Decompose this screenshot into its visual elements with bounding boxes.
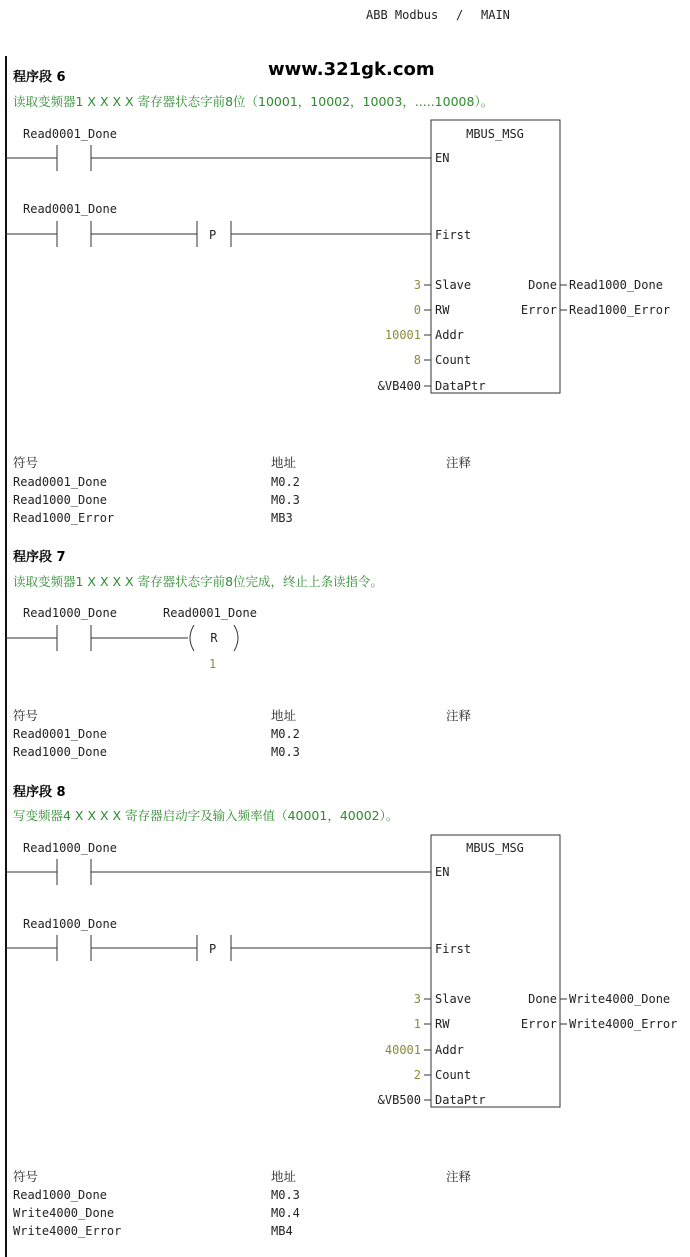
- n6-th-note: 注释: [446, 455, 472, 470]
- n6-pin-error: Error: [520, 303, 557, 317]
- n8-pin-done: Done: [528, 992, 557, 1006]
- n8-param-rows: [378, 992, 486, 1107]
- n6-th-symbol: 符号: [13, 455, 39, 470]
- n6-out-error: Read1000_Error: [569, 303, 671, 317]
- n7-coil-var: Read0001_Done: [163, 606, 257, 620]
- header-pou: MAIN: [481, 8, 510, 22]
- n8-th-note: 注释: [446, 1169, 472, 1184]
- table-cell: Read0001_Done: [13, 727, 107, 741]
- table-cell: MB3: [271, 511, 293, 525]
- n8-block-name: MBUS_MSG: [466, 841, 524, 855]
- n6-val-slave: 3: [413, 278, 421, 292]
- network-7-title: 程序段 7: [13, 550, 66, 565]
- n7-coil-label: R: [210, 631, 218, 645]
- n7-coil-count: 1: [209, 657, 217, 671]
- network-8-title: 程序段 8: [13, 785, 66, 800]
- n8-val-count: 2: [413, 1068, 421, 1082]
- n6-symbol-table: [13, 455, 472, 525]
- n8-val-slave: 3: [413, 992, 421, 1006]
- header-app: ABB Modbus: [366, 8, 439, 22]
- n6-pin-dataptr: DataPtr: [435, 379, 486, 393]
- n8-pin-error: Error: [520, 1017, 557, 1031]
- watermark: www.321gk.com: [268, 59, 435, 80]
- n8-symbol-table: [13, 1169, 472, 1238]
- table-cell: Read1000_Done: [13, 493, 107, 507]
- n8-pin-dataptr: DataPtr: [435, 1093, 486, 1107]
- n7-symbol-table: [13, 708, 472, 759]
- n6-pin-done: Done: [528, 278, 557, 292]
- n6-param-rows: [378, 278, 486, 393]
- n6-val-addr: 10001: [384, 328, 421, 342]
- n6-p-edge-label: P: [209, 228, 217, 242]
- n6-block-name: MBUS_MSG: [466, 127, 524, 141]
- n8-val-rw: 1: [413, 1017, 421, 1031]
- n6-pin-addr: Addr: [435, 328, 464, 342]
- n6-th-address: 地址: [271, 455, 297, 470]
- n8-pin-addr: Addr: [435, 1043, 464, 1057]
- table-cell: Read0001_Done: [13, 475, 107, 489]
- n6-val-dataptr: &VB400: [377, 379, 421, 393]
- n7-th-note: 注释: [446, 708, 472, 723]
- n8-pin-slave: Slave: [435, 992, 472, 1006]
- table-cell: MB4: [271, 1224, 293, 1238]
- n6-val-count: 8: [413, 353, 421, 367]
- n7-th-address: 地址: [271, 708, 297, 723]
- table-cell: Read1000_Error: [13, 511, 115, 525]
- header-separator: /: [456, 8, 464, 22]
- n8-val-addr: 40001: [384, 1043, 421, 1057]
- n8-mbus-msg-block[interactable]: [431, 835, 560, 1107]
- n6-pin-slave: Slave: [435, 278, 472, 292]
- n8-out-error: Write4000_Error: [569, 1017, 678, 1031]
- n6-contact-en-label: Read0001_Done: [23, 127, 117, 141]
- network-7-comment: 读取变频器1 X X X X 寄存器状态字前8位完成，终止上条读指令。: [13, 574, 384, 589]
- n8-pin-first: First: [435, 942, 472, 956]
- table-cell: Read1000_Done: [13, 745, 107, 759]
- n7-reset-coil-left[interactable]: [190, 625, 194, 651]
- table-cell: M0.2: [271, 727, 300, 741]
- table-cell: M0.4: [271, 1206, 300, 1220]
- n8-contact-en-label: Read1000_Done: [23, 841, 117, 855]
- n6-pin-count: Count: [435, 353, 472, 367]
- n8-contact-first-label: Read1000_Done: [23, 917, 117, 931]
- n8-p-edge-label: P: [209, 942, 217, 956]
- table-cell: Write4000_Done: [13, 1206, 115, 1220]
- n7-contact-label: Read1000_Done: [23, 606, 117, 620]
- n8-th-address: 地址: [271, 1169, 297, 1184]
- n6-out-done: Read1000_Done: [569, 278, 663, 292]
- n8-val-dataptr: &VB500: [377, 1093, 421, 1107]
- network-8-comment: 写变频器4 X X X X 寄存器启动字及输入频率值（40001，40002）。: [13, 808, 399, 823]
- n6-pin-rw: RW: [435, 303, 450, 317]
- n8-th-symbol: 符号: [13, 1169, 39, 1184]
- table-cell: M0.3: [271, 745, 300, 759]
- n6-val-rw: 0: [413, 303, 421, 317]
- n6-pin-first: First: [435, 228, 472, 242]
- table-cell: M0.3: [271, 493, 300, 507]
- n6-contact-first-label: Read0001_Done: [23, 202, 117, 216]
- n7-reset-coil-right[interactable]: [234, 625, 238, 651]
- network-6-title: 程序段 6: [13, 70, 66, 85]
- table-cell: Read1000_Done: [13, 1188, 107, 1202]
- n7-th-symbol: 符号: [13, 708, 39, 723]
- table-cell: M0.3: [271, 1188, 300, 1202]
- n8-pin-count: Count: [435, 1068, 472, 1082]
- n8-pin-rw: RW: [435, 1017, 450, 1031]
- table-cell: M0.2: [271, 475, 300, 489]
- table-cell: Write4000_Error: [13, 1224, 122, 1238]
- network-6-comment: 读取变频器1 X X X X 寄存器状态字前8位（10001，10002，10003，.....10008）。: [13, 94, 494, 109]
- n8-out-done: Write4000_Done: [569, 992, 671, 1006]
- n8-pin-en: EN: [435, 865, 450, 879]
- n6-pin-en: EN: [435, 151, 450, 165]
